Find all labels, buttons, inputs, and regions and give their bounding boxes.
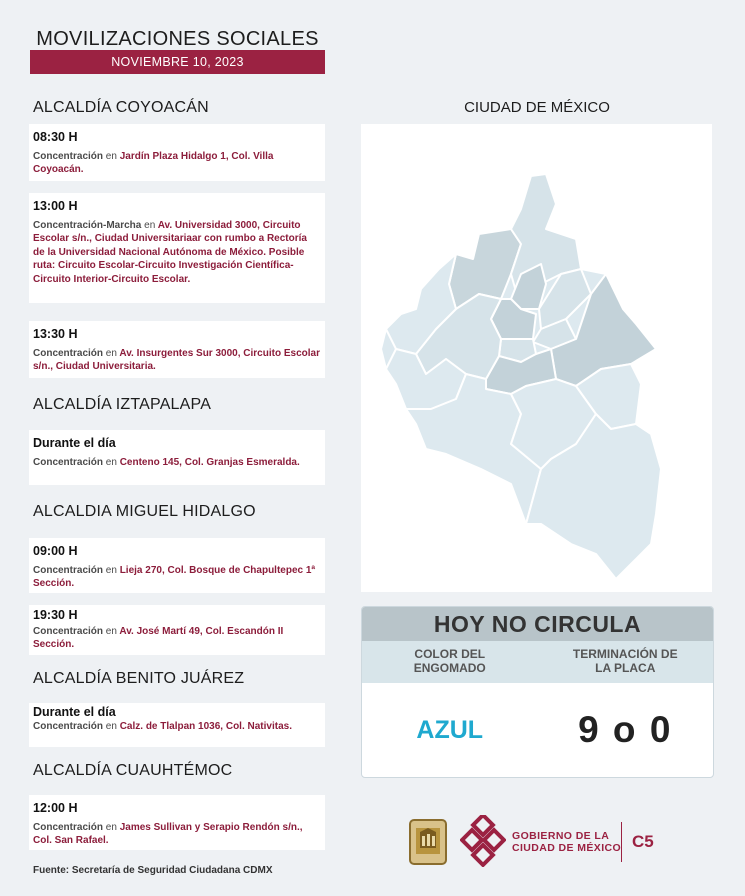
event-time: Durante el día: [33, 436, 116, 450]
event-location: Av. José Martí 49, Col. Escandón II Sección.: [33, 626, 284, 651]
event-location: Lieja 270, Col. Bosque de Chapultepec 1ª Sección.: [33, 565, 316, 590]
event-location: Centeno 145, Col. Granjas Esmeralda.: [119, 457, 300, 468]
hnc-color-label-line2: ENGOMADO: [413, 661, 486, 675]
logo-group: [408, 812, 668, 872]
event-description: [33, 456, 321, 469]
section-heading-miguel-hidalgo: ALCALDIA MIGUEL HIDALGO: [33, 503, 256, 520]
hnc-color-label-line1: COLOR DEL: [414, 647, 486, 661]
hnc-plate-label-line1: TERMINACIÓN DE: [572, 647, 678, 661]
source-note: Fuente: Secretaría de Seguridad Ciudadana CDMX: [33, 865, 273, 876]
event-card: [29, 703, 325, 747]
event-time: Durante el día: [33, 705, 116, 719]
event-card: [29, 538, 325, 593]
event-time: 19:30 H: [33, 608, 78, 622]
event-type: Concentración: [33, 721, 104, 732]
event-description: [33, 821, 321, 848]
section-heading-coyoacan: ALCALDÍA COYOACÁN: [33, 99, 209, 116]
event-type: Concentración: [33, 348, 104, 359]
page-title: MOVILIZACIONES SOCIALES: [36, 28, 319, 50]
event-type: Concentración: [33, 457, 104, 468]
event-type: Concentración: [33, 565, 104, 576]
event-connector: en: [105, 626, 117, 637]
map-panel: [361, 124, 712, 592]
event-location: Jardín Plaza Hidalgo 1, Col. Villa Coyoacán.: [33, 151, 274, 176]
event-card: [29, 124, 325, 181]
hnc-plate-label-line2: LA PLACA: [595, 661, 656, 675]
event-type: Concentración: [33, 626, 104, 637]
cdmx-logo-icon: [460, 815, 506, 867]
section-heading-cuauhtemoc: ALCALDÍA CUAUHTÉMOC: [33, 762, 233, 779]
hoy-no-circula-panel: [361, 606, 714, 778]
event-time: 09:00 H: [33, 544, 78, 558]
c5-logo: C5: [632, 832, 654, 851]
event-card: [29, 193, 325, 303]
event-connector: en: [105, 822, 117, 833]
event-card: [29, 430, 325, 485]
event-location: Av. Universidad 3000, Circuito Escolar s/n., Ciudad Universitariaar con rumbo a Rectoría de la Universidad Nacional Autónoma de México. Posible ruta: Circuito Escolar-Circuito Investigación Científica-Circuito Interior-Circuito Escolar.: [33, 220, 307, 285]
event-time: 13:00 H: [33, 199, 78, 213]
hnc-column-headers: [362, 641, 713, 683]
gobierno-wordmark: [512, 830, 621, 854]
event-location: Av. Insurgentes Sur 3000, Circuito Escolar s/n., Ciudad Universitaria.: [33, 348, 320, 373]
hnc-color-label: [362, 641, 538, 683]
event-type: Concentración: [33, 822, 104, 833]
gob-line2: CIUDAD DE MÉXICO: [512, 842, 622, 854]
date-banner: NOVIEMBRE 10, 2023: [30, 50, 325, 74]
event-time: 08:30 H: [33, 130, 78, 144]
event-type: Concentración-Marcha: [33, 220, 142, 231]
event-connector: en: [105, 721, 117, 732]
event-location: Calz. de Tlalpan 1036, Col. Nativitas.: [119, 721, 292, 732]
event-description: [33, 219, 321, 286]
hnc-color-value: AZUL: [416, 715, 484, 744]
coat-of-arms-icon: [408, 818, 448, 866]
event-connector: en: [105, 151, 117, 162]
event-time: 13:30 H: [33, 327, 78, 341]
event-description: [33, 347, 321, 374]
cdmx-map: [361, 124, 712, 592]
map-title: CIUDAD DE MÉXICO: [464, 99, 610, 116]
hnc-plate-value: 9 o 0: [578, 709, 673, 750]
event-type: Concentración: [33, 151, 104, 162]
event-card: [29, 321, 325, 378]
event-card: [29, 795, 325, 850]
hnc-values: [362, 683, 713, 777]
event-connector: en: [105, 348, 117, 359]
event-description: [33, 625, 321, 652]
section-heading-iztapalapa: ALCALDÍA IZTAPALAPA: [33, 396, 212, 413]
event-description: [33, 564, 321, 591]
event-connector: en: [105, 565, 117, 576]
hnc-plate-label: [538, 641, 714, 683]
event-time: 12:00 H: [33, 801, 78, 815]
event-description: [33, 150, 321, 177]
gob-line1: GOBIERNO DE LA: [512, 830, 610, 842]
event-connector: en: [105, 457, 117, 468]
event-description: [33, 720, 321, 733]
event-connector: en: [144, 220, 156, 231]
hnc-title: HOY NO CIRCULA: [362, 607, 713, 641]
event-card: [29, 605, 325, 655]
event-location: James Sullivan y Serapio Rendón s/n., Col. San Rafael.: [33, 822, 303, 847]
section-heading-benito-juarez: ALCALDÍA BENITO JUÁREZ: [33, 670, 245, 687]
divider: [621, 822, 622, 862]
